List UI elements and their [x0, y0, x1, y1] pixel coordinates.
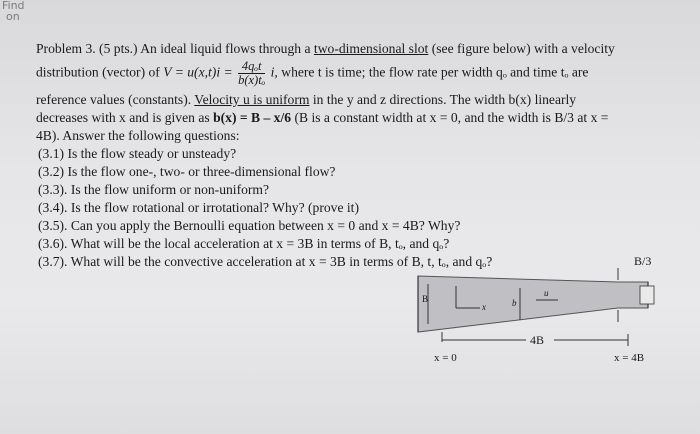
velocity-unit-vector: i,	[270, 64, 278, 80]
label-4B: 4B	[530, 333, 545, 347]
label-x4B: x = 4B	[614, 352, 645, 364]
label-u: u	[544, 288, 549, 298]
velocity-fraction	[238, 60, 265, 87]
fraction-numerator: 4qₒt	[238, 60, 265, 74]
intro-text-2: (see figure below) with a velocity	[431, 41, 615, 56]
problem-text	[36, 40, 686, 271]
label-x0: x = 0	[434, 352, 457, 364]
line4-text: decreases with x and is given as	[36, 110, 210, 125]
line2-text: distribution (vector) of	[36, 64, 160, 80]
slot-channel	[418, 276, 648, 332]
question-item: (3.2) Is the flow one-, two- or three-dimensional flow?	[38, 164, 336, 179]
line3-underlined: Velocity u is uniform	[194, 92, 310, 107]
intro-text: An ideal liquid flows through a	[140, 41, 311, 56]
problem-line-2	[36, 60, 686, 87]
label-b: b	[512, 298, 517, 308]
problem-line-1	[36, 40, 686, 58]
fraction-denominator: b(x)tₒ	[238, 73, 266, 87]
problem-line-5: 4B). Answer the following questions:	[36, 128, 240, 143]
label-B: B	[422, 294, 429, 304]
problem-heading: Problem 3. (5 pts.)	[36, 41, 138, 56]
question-item: (3.4). Is the flow rotational or irrotational? Why? (prove it)	[38, 200, 359, 215]
line4-text-2: (B is a constant width at x = 0, and the width is B/3 at x =	[294, 110, 609, 125]
velocity-expression: V = u(x,t)i =	[163, 64, 233, 80]
problem-line-4	[36, 109, 686, 127]
outlet-grating	[640, 286, 654, 304]
question-item: (3.3). Is the flow uniform or non-uniform?	[38, 182, 270, 197]
question-list	[36, 145, 686, 271]
question-item: (3.1) Is the flow steady or unsteady?	[38, 146, 237, 161]
intro-underlined: two-dimensional slot	[313, 41, 429, 56]
question-item: (3.6). What will be the local acceleration at x = 3B in terms of B, tₒ, and qₒ?	[38, 236, 450, 251]
label-b3: B/3	[634, 254, 652, 268]
note-line-1: Find	[2, 0, 25, 12]
question-item: (3.5). Can you apply the Bernoulli equation between x = 0 and x = 4B? Why?	[38, 218, 461, 233]
handwritten-note	[2, 0, 25, 22]
label-x-axis: x	[482, 302, 486, 312]
problem-line-3	[36, 91, 686, 109]
slot-figure	[408, 256, 688, 376]
note-line-2: on	[6, 10, 20, 23]
line3-text-2: in the y and z directions. The width b(x) linearly	[312, 92, 577, 107]
line3-text: reference values (constants).	[36, 92, 192, 107]
line2-text-2: where t is time; the flow rate per width qₒ and time tₒ are	[281, 64, 589, 80]
question-item: (3.7). What will be the convective acceleration at x = 3B in terms of B, t, tₒ, and qₒ?	[38, 254, 493, 269]
width-equation: b(x) = B – x/6	[213, 110, 292, 125]
